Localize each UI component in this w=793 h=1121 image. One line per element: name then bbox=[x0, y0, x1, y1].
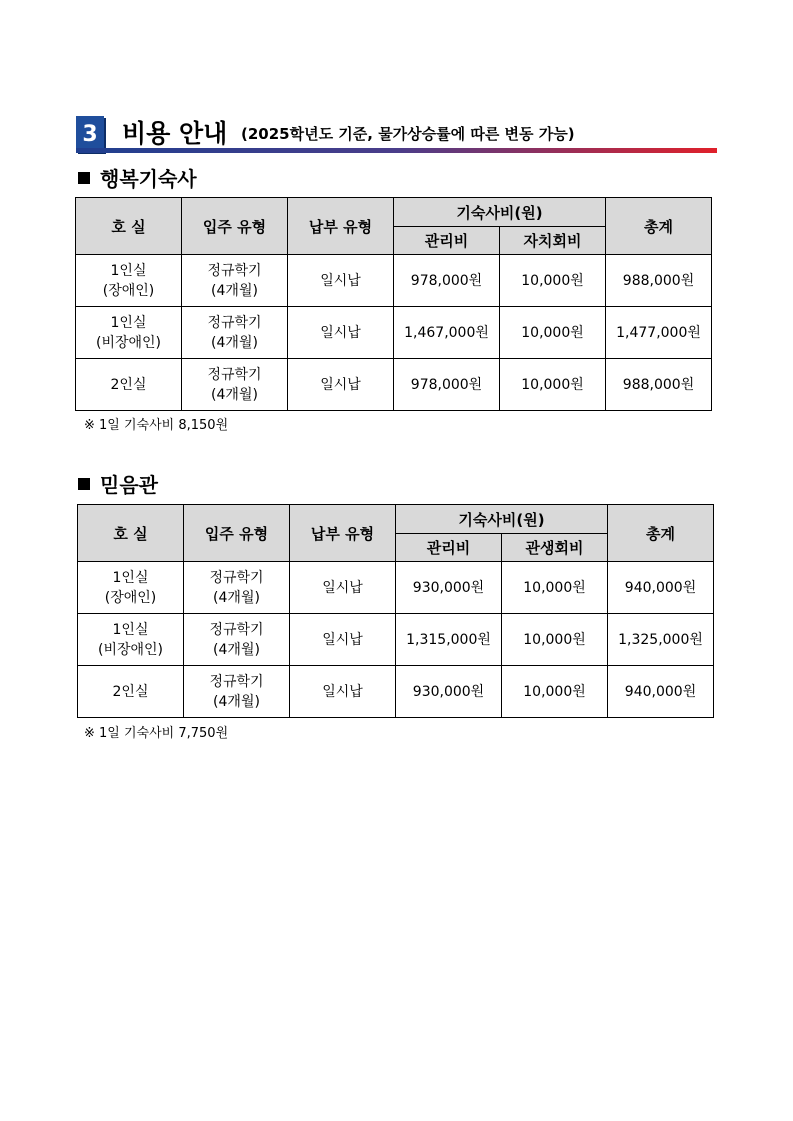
cell-total: 988,000원 bbox=[606, 255, 712, 307]
table-row bbox=[78, 666, 714, 718]
square-bullet-icon bbox=[78, 478, 90, 490]
cell-payment: 일시납 bbox=[290, 614, 396, 666]
cell-mgmt: 978,000원 bbox=[394, 359, 500, 411]
header-mgmt: 관리비 bbox=[394, 227, 500, 255]
cell-council: 10,000원 bbox=[500, 255, 606, 307]
cell-residency: 정규학기 (4개월) bbox=[182, 359, 288, 411]
cell-council: 10,000원 bbox=[500, 359, 606, 411]
cell-total: 940,000원 bbox=[608, 562, 714, 614]
table-row bbox=[78, 614, 714, 666]
heading-text: 믿음관 bbox=[100, 473, 158, 497]
cell-payment: 일시납 bbox=[290, 562, 396, 614]
cell-council: 10,000원 bbox=[502, 614, 608, 666]
heading-happy-dorm bbox=[78, 163, 197, 192]
cell-residency: 정규학기 (4개월) bbox=[184, 614, 290, 666]
header-room: 호 실 bbox=[78, 505, 184, 562]
fee-table-faith-hall bbox=[77, 504, 714, 718]
section-subtitle: (2025학년도 기준, 물가상승률에 따른 변동 가능) bbox=[241, 125, 575, 143]
cell-council: 10,000원 bbox=[500, 307, 606, 359]
cell-mgmt: 1,467,000원 bbox=[394, 307, 500, 359]
heading-faith-hall bbox=[78, 469, 158, 498]
section-underline-bar bbox=[76, 148, 717, 153]
header-mgmt: 관리비 bbox=[396, 534, 502, 562]
header-payment: 납부 유형 bbox=[290, 505, 396, 562]
cell-room: 2인실 bbox=[76, 359, 182, 411]
cell-room: 2인실 bbox=[78, 666, 184, 718]
cell-payment: 일시납 bbox=[288, 307, 394, 359]
table-row bbox=[78, 562, 714, 614]
section-header bbox=[76, 114, 717, 156]
fee-table-happy-dorm bbox=[75, 197, 712, 411]
header-total: 총계 bbox=[606, 198, 712, 255]
header-residency: 입주 유형 bbox=[184, 505, 290, 562]
heading-text: 행복기숙사 bbox=[100, 167, 197, 191]
cell-mgmt: 1,315,000원 bbox=[396, 614, 502, 666]
cell-room: 1인실 (비장애인) bbox=[76, 307, 182, 359]
header-dorm-fee: 기숙사비(원) bbox=[394, 198, 606, 227]
header-dorm-fee: 기숙사비(원) bbox=[396, 505, 608, 534]
table-row bbox=[76, 255, 712, 307]
cell-mgmt: 930,000원 bbox=[396, 562, 502, 614]
cell-mgmt: 978,000원 bbox=[394, 255, 500, 307]
cell-mgmt: 930,000원 bbox=[396, 666, 502, 718]
header-council: 자치회비 bbox=[500, 227, 606, 255]
cell-total: 940,000원 bbox=[608, 666, 714, 718]
daily-fee-note: ※ 1일 기숙사비 7,750원 bbox=[84, 726, 229, 741]
header-council: 관생회비 bbox=[502, 534, 608, 562]
cell-total: 1,477,000원 bbox=[606, 307, 712, 359]
daily-fee-note: ※ 1일 기숙사비 8,150원 bbox=[84, 418, 229, 433]
header-total: 총계 bbox=[608, 505, 714, 562]
cell-residency: 정규학기 (4개월) bbox=[182, 255, 288, 307]
cell-room: 1인실 (장애인) bbox=[78, 562, 184, 614]
cell-total: 1,325,000원 bbox=[608, 614, 714, 666]
section-title: 비용 안내 bbox=[122, 119, 228, 148]
cell-council: 10,000원 bbox=[502, 666, 608, 718]
cell-payment: 일시납 bbox=[288, 255, 394, 307]
cell-residency: 정규학기 (4개월) bbox=[182, 307, 288, 359]
header-room: 호 실 bbox=[76, 198, 182, 255]
square-bullet-icon bbox=[78, 172, 90, 184]
cell-payment: 일시납 bbox=[288, 359, 394, 411]
cell-council: 10,000원 bbox=[502, 562, 608, 614]
cell-residency: 정규학기 (4개월) bbox=[184, 666, 290, 718]
cell-payment: 일시납 bbox=[290, 666, 396, 718]
cell-residency: 정규학기 (4개월) bbox=[184, 562, 290, 614]
cell-room: 1인실 (장애인) bbox=[76, 255, 182, 307]
cell-total: 988,000원 bbox=[606, 359, 712, 411]
section-number-badge: 3 bbox=[76, 116, 104, 152]
table-row bbox=[76, 307, 712, 359]
cell-room: 1인실 (비장애인) bbox=[78, 614, 184, 666]
header-payment: 납부 유형 bbox=[288, 198, 394, 255]
header-residency: 입주 유형 bbox=[182, 198, 288, 255]
table-row bbox=[76, 359, 712, 411]
